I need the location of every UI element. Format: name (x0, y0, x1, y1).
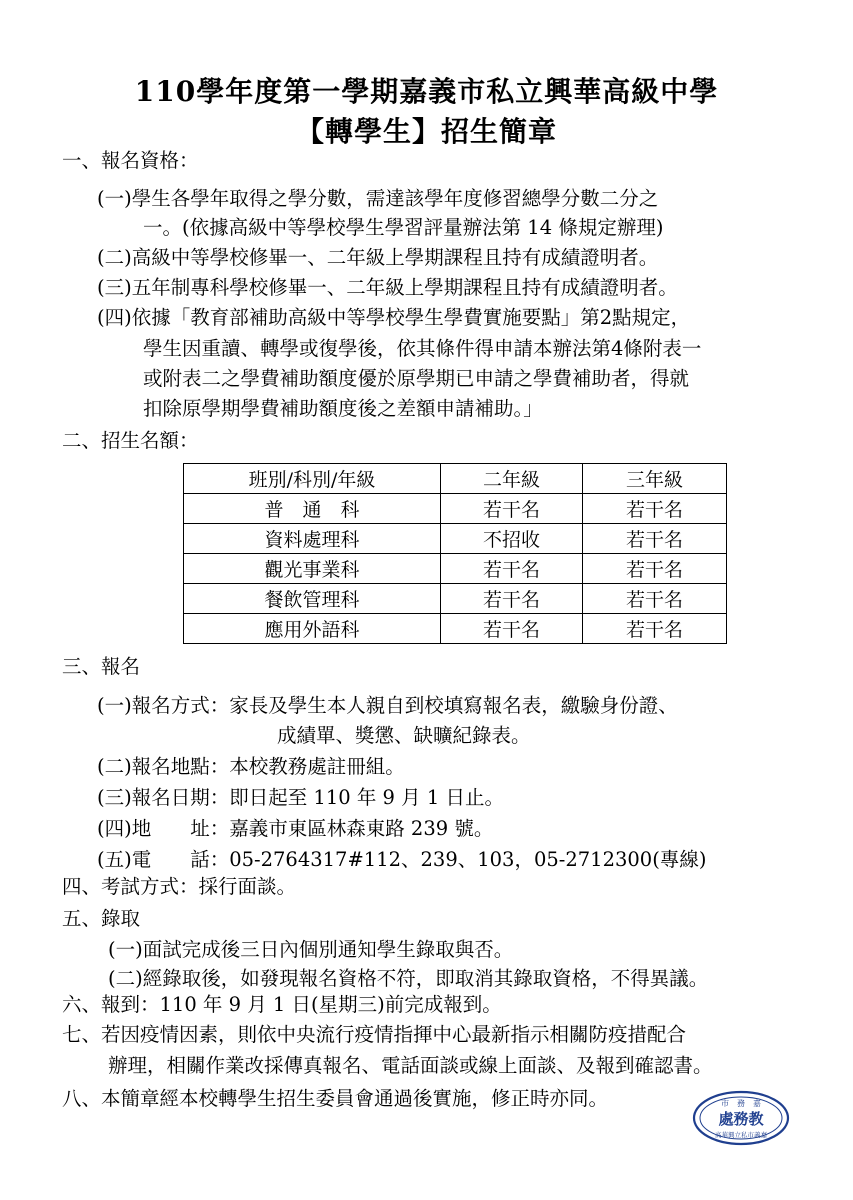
table-cell: 若干名 (583, 614, 727, 644)
table-row (184, 584, 727, 614)
s1-item-4-line-1: (四)依據「教育部補助高級中等學校學生學費實施要點」第2點規定， (97, 306, 691, 329)
s3-item-4: (四)地 址：嘉義市東區林森東路 239 號。 (97, 817, 494, 840)
s3-item-1-line-2: 成績單、獎懲、缺曠紀錄表。 (277, 724, 531, 747)
section-7-line-2: 辦理，相關作業改採傳真報名、電話面談或線上面談、及報到確認書。 (108, 1054, 713, 1077)
section-5-heading: 五、錄取 (62, 907, 141, 930)
s1-item-3: (三)五年制專科學校修畢一、二年級上學期課程且持有成績證明者。 (97, 276, 678, 299)
section-4: 四、考試方式：採行面談。 (62, 875, 297, 898)
table-cell: 若干名 (441, 584, 583, 614)
title-line-1: 110學年度第一學期嘉義市私立興華高級中學 (134, 75, 719, 108)
quota-table (183, 463, 727, 644)
s1-item-2: (二)高級中等學校修畢一、二年級上學期課程且持有成績證明者。 (97, 246, 659, 269)
table-cell: 應用外語科 (184, 614, 441, 644)
table-cell: 若干名 (583, 524, 727, 554)
s1-item-4-line-3: 或附表二之學費補助額度優於原學期已申請之學費補助者，得就 (143, 367, 690, 390)
s5-item-2: (二)經錄取後，如發現報名資格不符，即取消其錄取資格，不得異議。 (108, 967, 709, 990)
table-row (184, 614, 727, 644)
section-6: 六、報到：110 年 9 月 1 日(星期三)前完成報到。 (62, 993, 502, 1016)
table-cell: 若干名 (441, 614, 583, 644)
table-header-cell: 班別/科別/年級 (184, 464, 441, 494)
section-3-heading: 三、報名 (62, 655, 141, 678)
section-2-heading: 二、招生名額： (62, 429, 199, 452)
table-header-row (184, 464, 727, 494)
table-header-cell: 二年級 (441, 464, 583, 494)
seal-bottom-text: 高華興立私市義嘉 (715, 1131, 767, 1139)
s1-item-4-line-2: 學生因重讀、轉學或復學後，依其條件得申請本辦法第4條附表一 (143, 337, 702, 360)
s3-item-3: (三)報名日期：即日起至 110 年 9 月 1 日止。 (97, 786, 504, 809)
table-header-cell: 三年級 (583, 464, 727, 494)
table-cell: 若干名 (583, 584, 727, 614)
s1-item-1-line-1: (一)學生各學年取得之學分數，需達該學年度修習總學分數二分之 (97, 187, 659, 210)
seal-top-text: 市 務 嘉 (721, 1099, 761, 1108)
table-cell: 資料處理科 (184, 524, 441, 554)
school-seal-stamp (691, 1089, 791, 1147)
section-8: 八、本簡章經本校轉學生招生委員會通過後實施，修正時亦同。 (62, 1087, 609, 1110)
s1-item-1-line-2: 一。(依據高級中等學校學生學習評量辦法第 14 條規定辦理) (143, 216, 664, 239)
table-cell: 若干名 (441, 494, 583, 524)
table-cell: 不招收 (441, 524, 583, 554)
table-cell: 觀光事業科 (184, 554, 441, 584)
table-cell: 若干名 (441, 554, 583, 584)
seal-middle-text: 處務教 (718, 1110, 764, 1128)
s3-item-5: (五)電 話：05-2764317#112、239、103，05-2712300(專線) (97, 848, 707, 871)
table-row (184, 494, 727, 524)
table-cell: 普 通 科 (184, 494, 441, 524)
s5-item-1: (一)面試完成後三日內個別通知學生錄取與否。 (108, 938, 514, 961)
table-row (184, 554, 727, 584)
table-cell: 若干名 (583, 554, 727, 584)
table-row (184, 524, 727, 554)
s3-item-2: (二)報名地點：本校教務處註冊組。 (97, 755, 405, 778)
section-7-line-1: 七、若因疫情因素，則依中央流行疫情指揮中心最新指示相關防疫措配合 (62, 1023, 687, 1046)
table-cell: 餐飲管理科 (184, 584, 441, 614)
title-line-2: 【轉學生】招生簡章 (295, 115, 557, 148)
section-1-heading: 一、報名資格： (62, 149, 199, 172)
s3-item-1-line-1: (一)報名方式：家長及學生本人親自到校填寫報名表，繳驗身份證、 (97, 694, 678, 717)
table-cell: 若干名 (583, 494, 727, 524)
s1-item-4-line-4: 扣除原學期學費補助額度後之差額申請補助。」 (143, 397, 543, 420)
